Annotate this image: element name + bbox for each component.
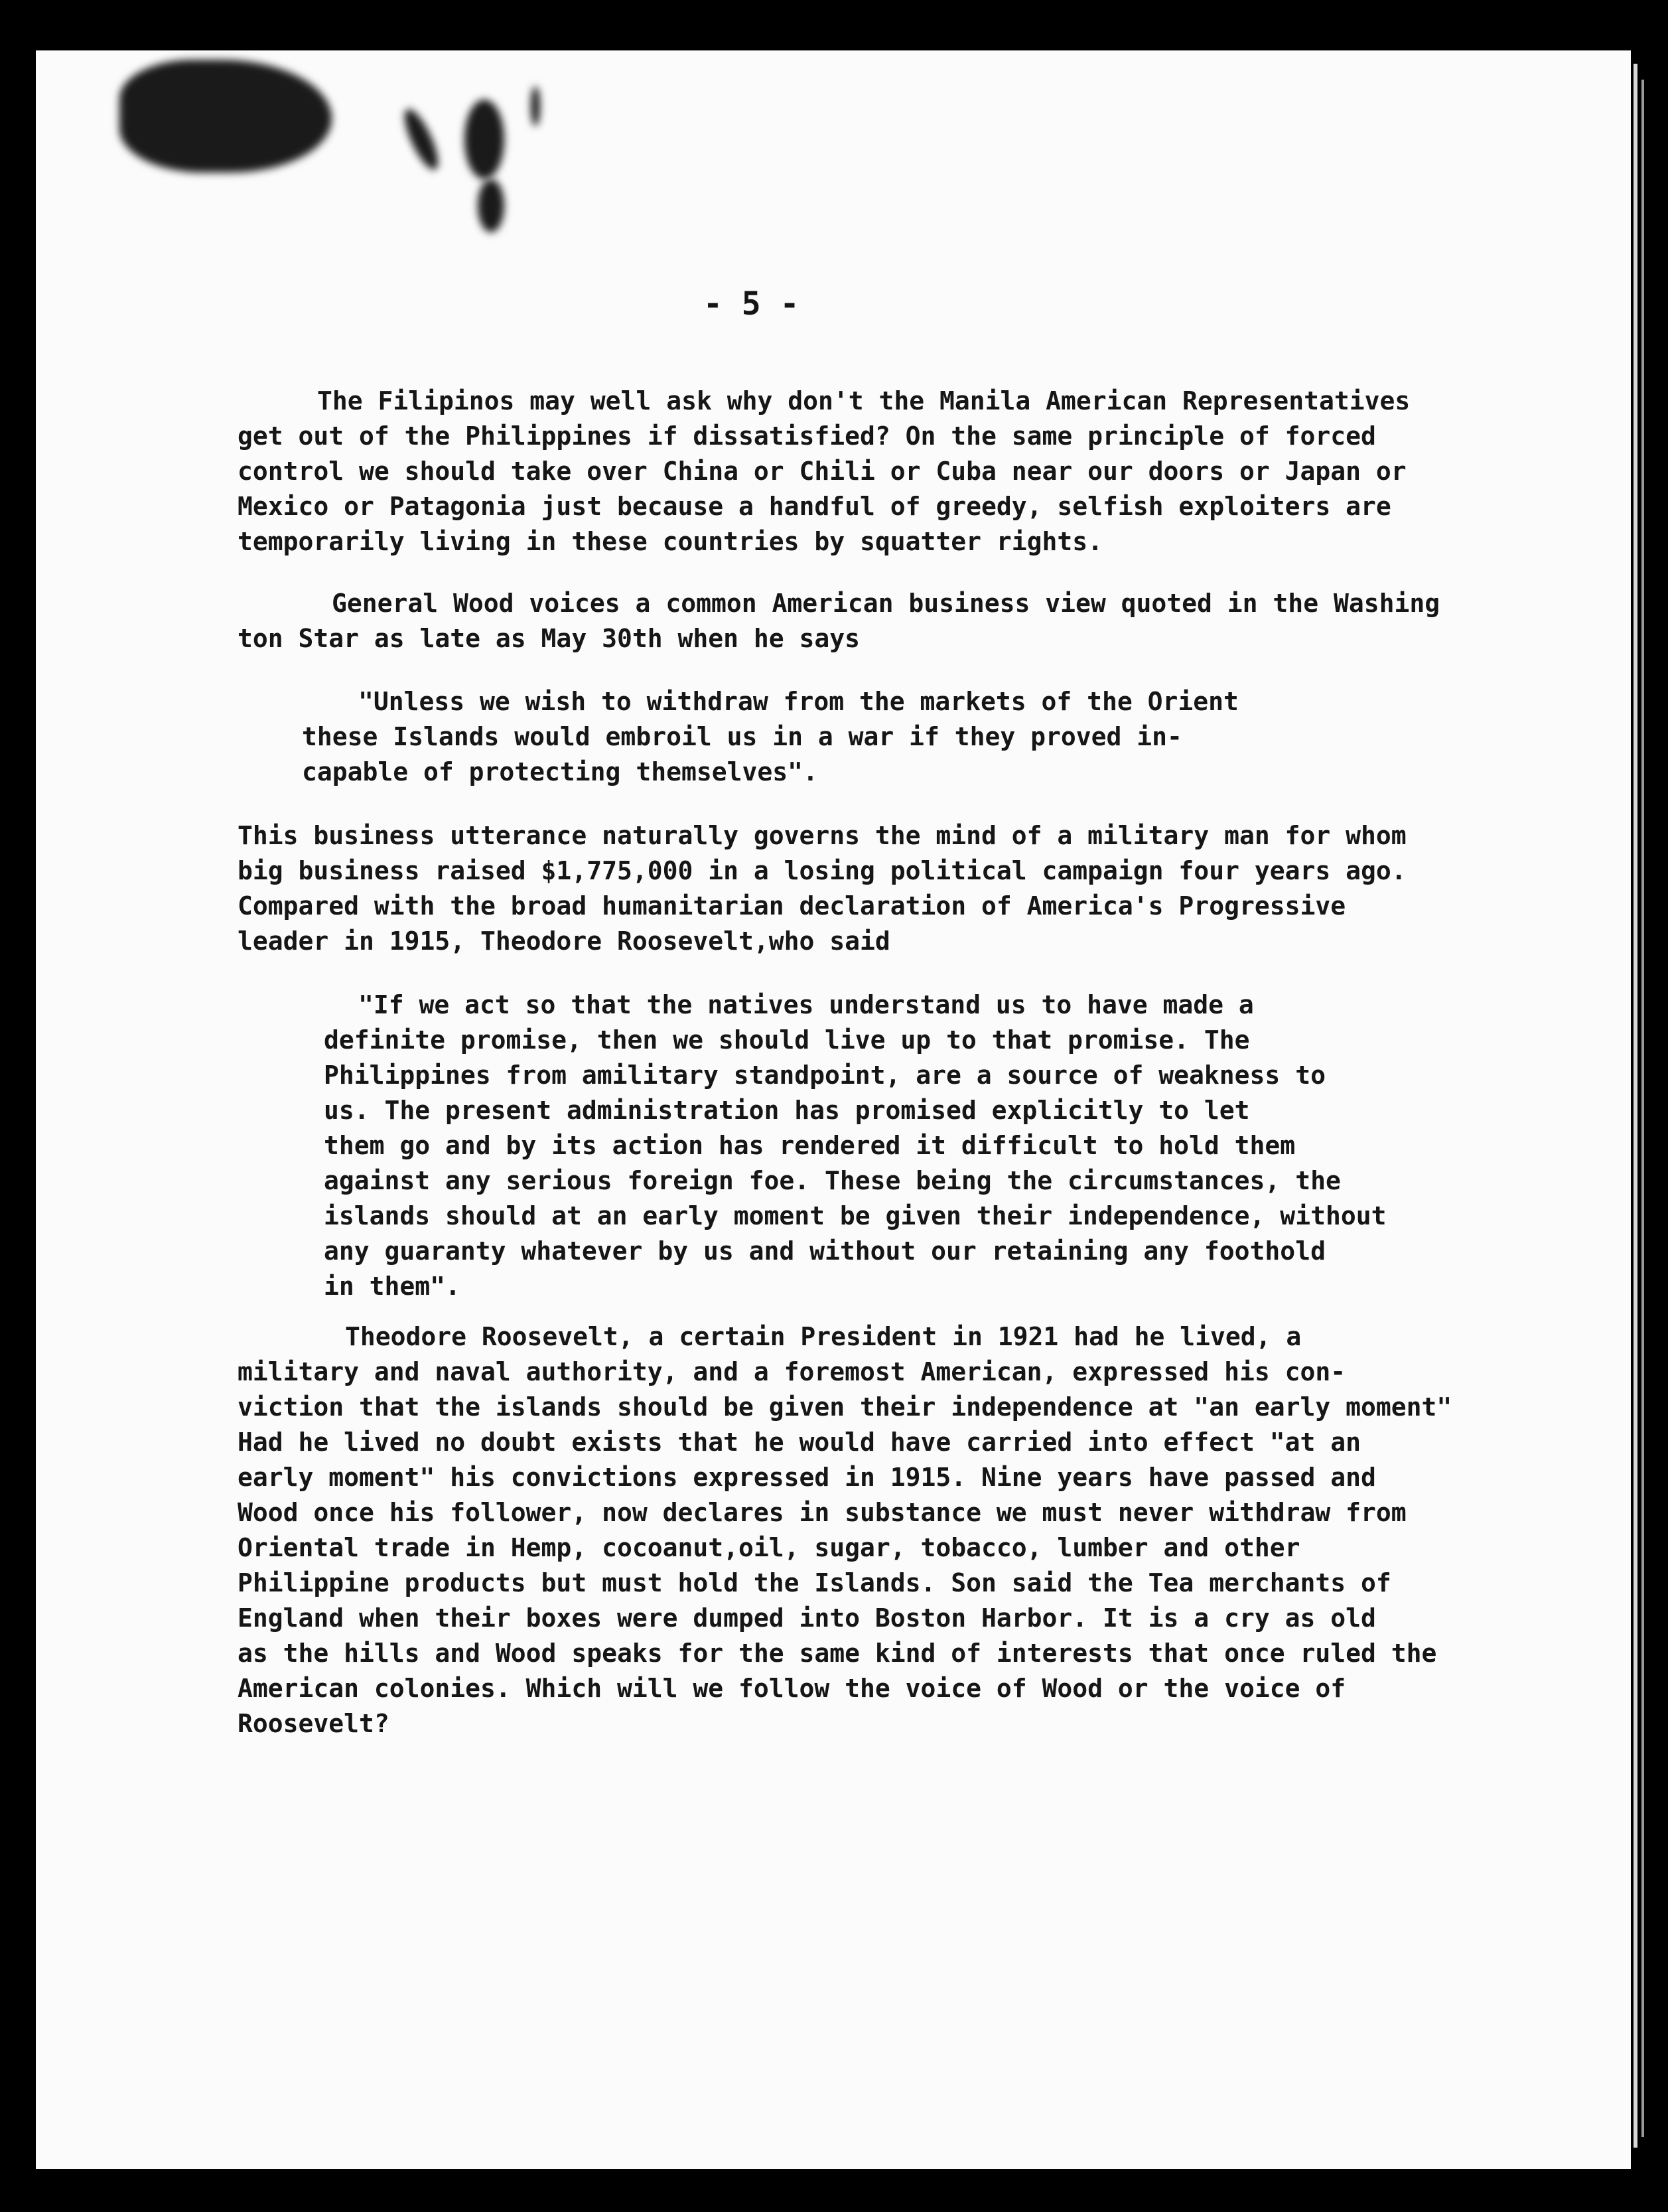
paragraph-1-line: The Filipinos may well ask why don't the Manila American Representatives xyxy=(317,386,1411,415)
quote-2-line: Philippines from amilitary standpoint, are a source of weakness to xyxy=(324,1061,1326,1090)
paper-edge xyxy=(1641,80,1644,2137)
paragraph-4-line: Philippine products but must hold the Islands. Son said the Tea merchants of xyxy=(238,1568,1391,1597)
paragraph-4-line: Had he lived no doubt exists that he would have carried into effect "at an xyxy=(238,1428,1361,1457)
quote-1-line: capable of protecting themselves". xyxy=(302,757,818,786)
paragraph-3-line: Compared with the broad humanitarian declaration of America's Progressive xyxy=(238,891,1346,921)
quote-1-line: "Unless we wish to withdraw from the markets of the Orient xyxy=(358,687,1239,716)
paragraph-4-line: as the hills and Wood speaks for the same kind of interests that once ruled the xyxy=(238,1639,1437,1668)
quote-2-line: "If we act so that the natives understand us to have made a xyxy=(358,990,1254,1019)
quote-2-line: islands should at an early moment be given their independence, without xyxy=(324,1201,1387,1230)
paragraph-4-line: Theodore Roosevelt, a certain President in 1921 had he lived, a xyxy=(345,1322,1302,1351)
paragraph-4-line: American colonies. Which will we follow the voice of Wood or the voice of xyxy=(238,1674,1346,1703)
paragraph-4-line: early moment" his convictions expressed in 1915. Nine years have passed and xyxy=(238,1463,1376,1492)
paragraph-4-line: military and naval authority, and a foremost American, expressed his con- xyxy=(238,1357,1346,1386)
paragraph-4-line: Oriental trade in Hemp, cocoanut,oil, sugar, tobacco, lumber and other xyxy=(238,1533,1300,1562)
paragraph-4-line: Roosevelt? xyxy=(238,1709,389,1738)
quote-2-line: us. The present administration has promised explicitly to let xyxy=(324,1096,1250,1125)
paper-edge xyxy=(1633,64,1637,2148)
quote-2-line: definite promise, then we should live up to that promise. The xyxy=(324,1025,1250,1055)
paragraph-4-line: Wood once his follower, now declares in substance we must never withdraw from xyxy=(238,1498,1407,1527)
paragraph-2-line: General Wood voices a common American business view quoted in the Washing xyxy=(332,589,1440,618)
paragraph-1-line: control we should take over China or Chili or Cuba near our doors or Japan or xyxy=(238,457,1407,486)
paragraph-2-line: ton Star as late as May 30th when he says xyxy=(238,624,860,653)
paragraph-4-line: England when their boxes were dumped into Boston Harbor. It is a cry as old xyxy=(238,1603,1376,1633)
ink-smudge xyxy=(478,179,504,232)
paragraph-3-line: leader in 1915, Theodore Roosevelt,who said xyxy=(238,926,890,956)
quote-1-line: these Islands would embroil us in a war if they proved in- xyxy=(302,722,1182,751)
quote-2-line: any guaranty whatever by us and without our retaining any foothold xyxy=(324,1236,1326,1266)
ink-smudge xyxy=(119,60,332,173)
paragraph-4-line: viction that the islands should be given their independence at "an early moment" xyxy=(238,1392,1452,1422)
page-number: - 5 - xyxy=(703,285,799,323)
ink-smudge xyxy=(531,86,540,126)
paragraph-3-line: big business raised $1,775,000 in a losing political campaign four years ago. xyxy=(238,856,1407,885)
paragraph-3-line: This business utterance naturally governs the mind of a military man for whom xyxy=(238,821,1407,850)
quote-2-line: against any serious foreign foe. These being the circumstances, the xyxy=(324,1166,1341,1195)
paragraph-1-line: temporarily living in these countries by squatter rights. xyxy=(238,527,1103,556)
quote-2-line: in them". xyxy=(324,1272,460,1301)
quote-2-line: them go and by its action has rendered it difficult to hold them xyxy=(324,1131,1296,1160)
ink-smudge xyxy=(464,100,504,179)
paragraph-1-line: Mexico or Patagonia just because a handful of greedy, selfish exploiters are xyxy=(238,492,1391,521)
paragraph-1-line: get out of the Philippines if dissatisfied? On the same principle of forced xyxy=(238,421,1376,451)
